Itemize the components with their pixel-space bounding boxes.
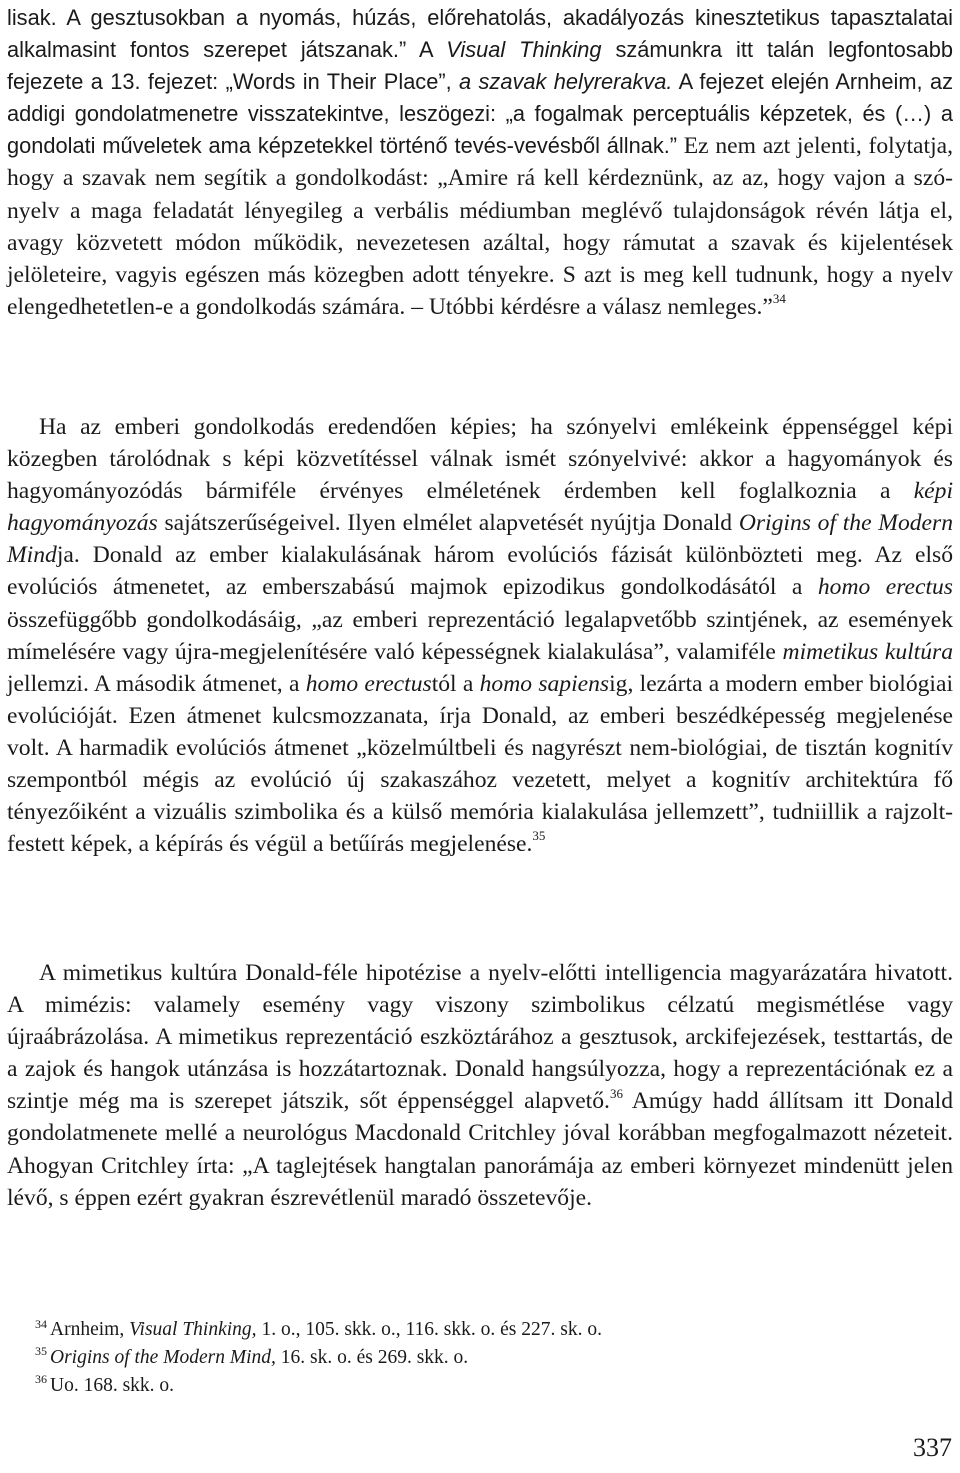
italic-text: Visual Thinking, <box>129 1319 257 1340</box>
text-segment: összefüggőbb gondolkodásáig, „az emberi reprezentáció legalapvetőbb szintjének, az események mímelésére vagy újra-megjelenítésére való képességnek kialakulása”, valamiféle <box>7 606 953 665</box>
text-segment: számunkra itt talán legfontosabb fejezete a 13. fejezet: „Words in Their Place”, <box>7 37 953 95</box>
italic-text: Origins of the Modern Mind, <box>50 1346 276 1368</box>
text-segment: ja. Donald az ember kialakulásának három evolúciós fázisát különbözteti meg. Az első evolúciós átmenetet, az emberszabású majmok epizodikus gondolkodásától a <box>7 542 953 601</box>
text-segment: ig, lezárta a modern ember biológiai evolúcióját. Ezen átmenet kulcsmozzanata, írja Donald, az emberi beszédképesség megjelenése volt. A harmadik evolúciós átmenet „közelmúltbeli és nagyrészt nem-biológiai, de tisztán kognitív szempontból mégis az evolúció új szakaszához vezetett, melyet a kognitív architektúra fő tényezőiként a vizuális szimbolika és a külső memória kialakulása jellemzett”, tudniillik a rajzolt-festett képek, a képírás és végül a betűírás megjelenése. <box>7 670 953 858</box>
text-segment: Arnheim, <box>50 1319 130 1340</box>
footnote-number: 35 <box>35 1344 47 1359</box>
italic-text: a szavak helyrerakva. <box>459 69 673 95</box>
italic-text: homo erectus <box>817 574 953 601</box>
body-paragraph-1 <box>7 2 953 323</box>
text-segment: jellemzi. A második átmenet, a <box>7 670 306 697</box>
text-segment: tól a <box>431 670 480 697</box>
italic-text: homo sapiens <box>479 670 610 697</box>
text-segment: Ha az emberi gondolkodás eredendően képies; ha szónyelvi emlékeink éppenséggel képi közegben tárolódnak s képi közvetítéssel válnak ismét szónyelvivé: akkor a hagyományok és hagyományozódás bármiféle érvényes elméletének érdemben kell foglalkoznia a <box>7 414 953 505</box>
footnote-34 <box>35 1316 935 1344</box>
italic-text: képi hagyományozás <box>7 478 953 537</box>
footnote-35 <box>35 1344 935 1372</box>
footnote-ref: 36 <box>609 1085 623 1101</box>
text-segment: Ez nem azt jelenti, folytatja, hogy a szavak nem segítik a gondolkodást: „Amire rá kell kérdeznünk, az az, hogy vajon a szónyelv a maga feladatát lényegileg a verbális médiumban meglévő tulajdonságok révén látja el, avagy közvetett módon működik, nevezetesen azáltal, hogy rámutat a szavak és kijelentések jelöleteire, vagyis egészen más közegben adott tényekre. S azt is meg kell tudnunk, hogy a nyelv elengedhetetlen-e a gondolkodás számára. – Utóbbi kérdésre a válasz nemleges.” <box>7 133 954 320</box>
footnote-ref: 34 <box>772 290 786 306</box>
italic-text: homo erectus <box>305 670 432 697</box>
text-segment: Uo. 168. skk. o. <box>50 1374 175 1396</box>
footnotes <box>35 1316 935 1399</box>
footnote-ref: 35 <box>532 828 546 844</box>
italic-text: mimetikus kultúra <box>782 638 954 665</box>
page-number: 337 <box>913 1433 952 1462</box>
text-segment: Amúgy hadd állítsam itt Donald gondolatmenete mellé a neurológus Macdonald Critchley jóval korábban megfogalmazott nézeteit. Ahogyan Critchley írta: „A taglejtések hangtalan panorámája az emberi környezet mindenütt jelen lévő, s éppen ezért gyakran észrevétlenül maradó összetevője. <box>7 1088 953 1211</box>
body-paragraph-2 <box>7 411 953 860</box>
text-segment: 16. sk. o. és 269. skk. o. <box>275 1346 469 1368</box>
text-segment: sajátszerűségeivel. Ilyen elmélet alapvetését nyújtja Donald <box>157 510 739 537</box>
text-segment: lisak. A gesztusokban a nyomás, húzás, előrehatolás, akadályozás kinesztetikus tapasztalatai alkalmasint fontos szerepet játszanak.” A <box>7 5 953 63</box>
text-segment: A mimetikus kultúra Donald-féle hipotézise a nyelv-előtti intelligencia magyarázatára hivatott. A mimézis: valamely esemény vagy viszony szimbolikus célzatú megismétlése vagy újraábrázolása. A mimetikus reprezentáció eszköztárához a gesztusok, arckifejezések, testtartás, de a zajok és hangok utánzása is hozzátartoznak. Donald hangsúlyozza, hogy a reprezentációnak ez a szintje még ma is szerepet játszik, sőt éppenséggel alapvető. <box>7 960 953 1115</box>
italic-text: Visual Thinking <box>446 37 602 63</box>
footnote-number: 34 <box>35 1316 47 1331</box>
footnote-number: 36 <box>35 1372 47 1387</box>
italic-text: Origins of the Modern Mind <box>7 510 954 569</box>
text-segment: A fejezet elején Arnheim, az addigi gondolatmenetre visszatekintve, leszögezi: „a fogalmak perceptuális képzetek, és (…) a gondolati műveletek ama képzetekkel történő tevés-vevésből állnak.” <box>7 69 953 159</box>
text-segment: 1. o., 105. skk. o., 116. skk. o. és 227. sk. o. <box>256 1319 602 1340</box>
body-paragraph-3 <box>7 957 953 1214</box>
footnote-36 <box>35 1372 935 1400</box>
